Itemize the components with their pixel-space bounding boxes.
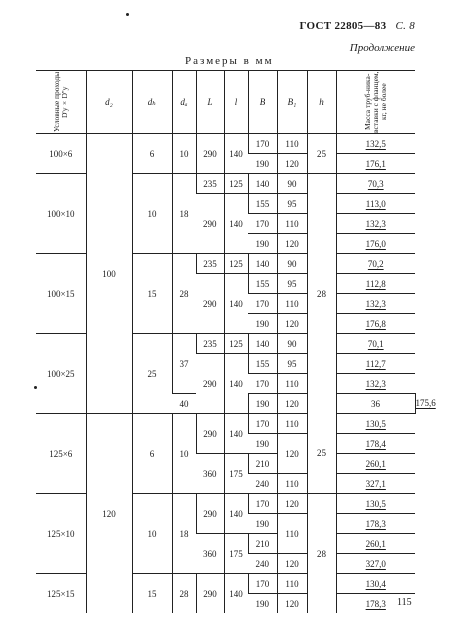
cell-nominal: 100×6 — [36, 134, 86, 174]
cell-B: 190 — [248, 314, 277, 334]
cell-B: 240 — [248, 554, 277, 574]
cell-B1: 110 — [277, 474, 307, 494]
cell-nominal: 100×15 — [36, 254, 86, 334]
cell-B1: 90 — [277, 334, 307, 354]
cell-B1: 95 — [277, 194, 307, 214]
cell-dh: 10 — [132, 174, 172, 254]
header-l: l — [224, 71, 248, 134]
cell-l: 140 — [224, 494, 248, 534]
cell-mass: 327,1 — [336, 474, 415, 494]
cell-mass: 178,3 — [336, 594, 415, 614]
cell-B1: 110 — [277, 574, 307, 594]
cell-nominal: 125×10 — [36, 494, 86, 574]
cell-B: 140 — [248, 334, 277, 354]
cell-B1: 110 — [277, 294, 307, 314]
cell-B1: 110 — [277, 214, 307, 234]
cell-mass: 132,3 — [336, 294, 415, 314]
cell-nominal: 100×25 — [36, 334, 86, 414]
cell-mass: 70,3 — [336, 174, 415, 194]
cell-mass: 132,5 — [336, 134, 415, 154]
cell-l: 125 — [224, 334, 248, 354]
cell-nominal: 125×6 — [36, 414, 86, 494]
cell-h: 25 — [307, 134, 336, 174]
cell-B1: 120 — [277, 314, 307, 334]
header-B: B — [248, 71, 277, 134]
cell-L: 290 — [196, 414, 224, 454]
cell-mass: 130,5 — [336, 494, 415, 514]
continuation-label: Продолжение — [349, 42, 415, 54]
cell-B: 190 — [248, 394, 277, 414]
cell-l: 140 — [224, 194, 248, 254]
cell-dh: 15 — [132, 574, 172, 614]
cell-da: 28 — [172, 254, 196, 334]
cell-da: 10 — [172, 134, 196, 174]
cell-B: 190 — [248, 434, 277, 454]
cell-da: 40 — [172, 394, 196, 414]
dimensions-caption: Размеры в мм — [185, 55, 274, 67]
header-d2: d₂ — [86, 71, 132, 134]
cell-B: 155 — [248, 194, 277, 214]
cell-B1: 120 — [277, 394, 307, 414]
cell-l: 140 — [224, 574, 248, 614]
cell-l: 125 — [224, 174, 248, 194]
cell-l: 140 — [224, 274, 248, 334]
cell-L: 290 — [196, 194, 224, 254]
cell-dh: 15 — [132, 254, 172, 334]
cell-mass: 70,1 — [336, 334, 415, 354]
table-row — [36, 134, 415, 154]
cell-B1: 110 — [277, 134, 307, 154]
cell-d2: 100 — [86, 134, 132, 414]
cell-L: 235 — [196, 254, 224, 274]
cell-B: 170 — [248, 294, 277, 314]
cell-B1: 120 — [277, 554, 307, 574]
cell-B: 140 — [248, 254, 277, 274]
cell-nominal: 100×10 — [36, 174, 86, 254]
print-speck — [126, 13, 129, 16]
table-row: 40 190 120 36 175,6 — [36, 394, 415, 414]
cell-nominal: 125×15 — [46, 588, 75, 599]
header-B1: B₁ — [277, 71, 307, 134]
cell-B1: 90 — [277, 174, 307, 194]
cell-mass: 178,3 — [336, 514, 415, 534]
cell-B: 190 — [248, 234, 277, 254]
cell-B: 155 — [248, 354, 277, 374]
cell-h: 36 — [336, 394, 415, 414]
cell-L: 235 — [196, 174, 224, 194]
cell-L: 360 — [196, 454, 224, 494]
cell-mass: 130,5 — [336, 414, 415, 434]
page-header — [300, 20, 415, 32]
cell-B: 190 — [248, 514, 277, 534]
cell-B: 140 — [248, 174, 277, 194]
cell-mass: 176,8 — [336, 314, 415, 334]
cell-mass: 113,0 — [336, 194, 415, 214]
cell-B1: 95 — [277, 354, 307, 374]
cell-B: 170 — [248, 574, 277, 594]
cell-da: 28 — [172, 574, 196, 614]
header-da: dₐ — [172, 71, 196, 134]
cell-dh: 10 — [132, 494, 172, 574]
cell-B1: 95 — [277, 274, 307, 294]
cell-mass: 130,4 — [336, 574, 415, 594]
cell-da: 10 — [172, 414, 196, 494]
cell-B: 170 — [248, 374, 277, 394]
cell-B1: 120 — [277, 594, 307, 614]
cell-mass: 132,3 — [336, 214, 415, 234]
cell-B1: 120 — [277, 154, 307, 174]
header-mass: Масса труб-ника-вставки с фланцем, кг, не более — [336, 71, 415, 134]
cell-B1: 110 — [277, 374, 307, 394]
cell-l: 140 — [224, 134, 248, 174]
cell-L: 235 — [196, 334, 224, 354]
header-nominal: Условные проходы D'y×D''y — [36, 71, 86, 134]
cell-da: 18 — [172, 494, 196, 574]
cell-L: 290 — [196, 494, 224, 534]
header-dh: dₕ — [132, 71, 172, 134]
cell-B1: 110 — [277, 514, 307, 554]
cell-B: 240 — [248, 474, 277, 494]
cell-d2: 120 — [86, 414, 132, 614]
cell-B1: 110 — [277, 414, 307, 434]
cell-B1: 120 — [277, 494, 307, 514]
cell-l: 140 — [224, 414, 248, 454]
page-number: 115 — [397, 597, 412, 608]
cell-B: 170 — [248, 134, 277, 154]
cell-B1: 90 — [277, 254, 307, 274]
cell-dh: 25 — [132, 334, 172, 414]
cell-L: 290 — [196, 354, 224, 414]
cell-B: 170 — [248, 414, 277, 434]
cell-mass: 327,0 — [336, 554, 415, 574]
cell-mass: 176,0 — [336, 234, 415, 254]
cell-B: 210 — [248, 534, 277, 554]
cell-h: 28 — [307, 174, 336, 414]
cell-mass: 112,7 — [336, 354, 415, 374]
cell-h: 25 — [307, 414, 336, 494]
cell-L: 290 — [196, 134, 224, 174]
cell-B: 155 — [248, 274, 277, 294]
table-row — [36, 414, 415, 434]
cell-mass: 178,4 — [336, 434, 415, 454]
header-L: L — [196, 71, 224, 134]
cell-B: 210 — [248, 454, 277, 474]
cell-l: 140 — [224, 354, 248, 414]
cell-l: 125 — [224, 254, 248, 274]
cell-B: 190 — [248, 154, 277, 174]
cell-L: 290 — [196, 574, 224, 614]
cell-dh: 6 — [132, 414, 172, 494]
cell-mass: 132,3 — [336, 374, 415, 394]
cell-l: 175 — [224, 454, 248, 494]
standard-code: ГОСТ 22805—83 — [299, 20, 387, 32]
cell-L: 360 — [196, 534, 224, 574]
cell-B: 170 — [248, 214, 277, 234]
cell-mass: 176,1 — [336, 154, 415, 174]
dimensions-table — [36, 70, 436, 613]
cell-l: 175 — [224, 534, 248, 574]
cell-dh: 6 — [132, 134, 172, 174]
cell-L: 290 — [196, 274, 224, 334]
cell-B1: 120 — [277, 434, 307, 474]
cell-mass: 70,2 — [336, 254, 415, 274]
cell-mass: 112,8 — [336, 274, 415, 294]
cell-da: 37 — [172, 334, 196, 394]
header-h: h — [307, 71, 336, 134]
cell-B1: 120 — [277, 234, 307, 254]
cell-h: 28 — [307, 494, 336, 614]
page-reference: С. 8 — [395, 20, 415, 32]
cell-B: 190 — [255, 598, 269, 609]
cell-mass: 260,1 — [336, 534, 415, 554]
table-header-row — [36, 71, 415, 134]
cell-B: 170 — [248, 494, 277, 514]
cell-da: 18 — [172, 174, 196, 254]
cell-mass: 260,1 — [336, 454, 415, 474]
